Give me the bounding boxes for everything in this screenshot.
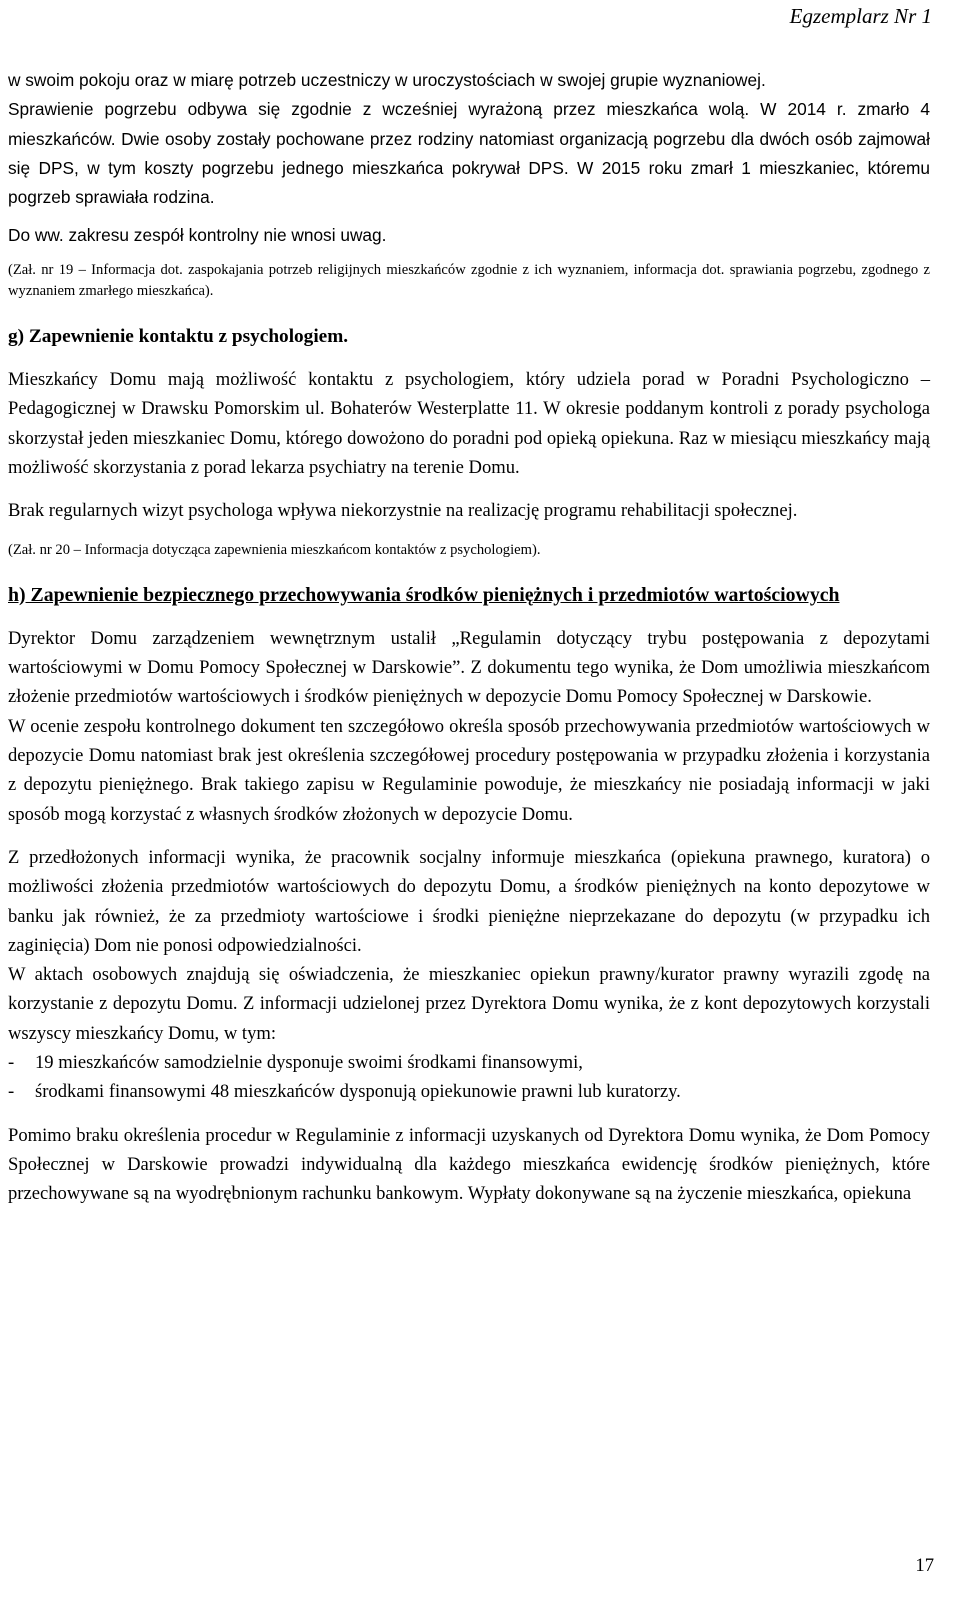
paragraph-religious-groups: w swoim pokoju oraz w miarę potrzeb uczestniczy w uroczystościach w swojej grupie wyznaniowej. xyxy=(8,70,766,90)
paragraph-psychologist-visits: Brak regularnych wizyt psychologa wpływa niekorzystnie na realizację programu rehabilitacji społecznej. xyxy=(8,500,798,522)
annex-note-20: (Zał. nr 20 – Informacja dotycząca zapewnienia mieszkańcom kontaktów z psychologiem). xyxy=(8,541,541,558)
section-heading-g: g) Zapewnienie kontaktu z psychologiem. xyxy=(8,325,349,347)
paragraph-social-worker-info: Z przedłożonych informacji wynika, że pracownik socjalny informuje mieszkańca (opiekuna prawnego, kuratora) o możliwości złożenia przedmiotów wartościowych do depozytu Domu, a środków pieniężnych na konto depozytowe w banku jak również, że za przedmioty wartościowe i środki pieniężne nieprzekazane do depozytu (w przypadku ich zaginięcia) Dom nie ponosi odpowiedzialności. xyxy=(8,846,930,956)
list-item-text: środkami finansowymi 48 mieszkańców dysponują opiekunowie prawni lub kuratorzy. xyxy=(35,1081,681,1103)
paragraph-no-remarks: Do ww. zakresu zespół kontrolny nie wnosi uwag. xyxy=(8,225,387,246)
paragraph-funerals: Sprawienie pogrzebu odbywa się zgodnie z wcześniej wyrażoną przez mieszkańca wolą. W 2014 r. zmarło 4 mieszkańców. Dwie osoby zostały pochowane przez rodziny natomiast organizacją pogrzebu dla dwóch osób zajmował się DPS, w tym koszty pogrzebu jednego mieszkańca pokrywał DPS. W 2015 roku zmarł 1 mieszkaniec, któremu pogrzeb sprawiała rodzina. xyxy=(8,99,930,208)
dash-bullet: - xyxy=(8,1081,15,1103)
page-number: 17 xyxy=(915,1555,934,1576)
list-item xyxy=(8,1048,930,1077)
paragraph-individual-records: Pomimo braku określenia procedur w Regulaminie z informacji uzyskanych od Dyrektora Domu wynika, że Dom Pomocy Społecznej w Darskowie prowadzi indywidualną dla każdego mieszkańca ewidencję środków pieniężnych, które przechowywane są na wyodrębnionym rachunku bankowym. Wypłaty dokonywane są na życzenie mieszkańca, opiekuna xyxy=(8,1124,930,1205)
list-item xyxy=(8,1077,930,1106)
section-heading-h: h) Zapewnienie bezpiecznego przechowywania środków pieniężnych i przedmiotów wartościowych xyxy=(8,583,840,606)
dash-bullet: - xyxy=(8,1052,15,1074)
paragraph-psychologist-contact: Mieszkańcy Domu mają możliwość kontaktu z psychologiem, który udziela porad w Poradni Psychologiczno – Pedagogicznej w Drawsku Pomorskim ul. Bohaterów Westerplatte 11. W okresie poddanym kontroli z porady psychologa skorzystał jeden mieszkaniec Domu, którego dowożono do poradni pod opieką opiekuna. Raz w miesiącu mieszkańcy mają możliwość skorzystania z porad lekarza psychiatry na terenie Domu. xyxy=(8,369,930,478)
annex-note-19: (Zał. nr 19 – Informacja dot. zaspokajania potrzeb religijnych mieszkańców zgodnie z ich wyznaniem, informacja dot. sprawiania pogrzebu, zgodnego z wyznaniem zmarłego mieszkańca). xyxy=(8,261,930,299)
paragraph-deposit-assessment: W ocenie zespołu kontrolnego dokument ten szczegółowo określa sposób przechowywania przedmiotów wartościowych w depozycie Domu natomiast brak jest określenia szczegółowej procedury postępowania w przypadku złożenia i korzystania z depozytu pieniężnego. Brak takiego zapisu w Regulaminie powoduje, że mieszkańcy nie posiadają informacji w jaki sposób mogą korzystać z własnych środków złożonych w depozycie Domu. xyxy=(8,715,930,825)
paragraph-personal-files: W aktach osobowych znajdują się oświadczenia, że mieszkaniec opiekun prawny/kurator prawny wyrazili zgodę na korzystanie z depozytu Domu. Z informacji udzielonej przez Dyrektora Domu wynika, że z kont depozytowych korzystali wszyscy mieszkańcy Domu, w tym: xyxy=(8,964,930,1044)
page-content xyxy=(8,66,930,1209)
header-copy-number: Egzemplarz Nr 1 xyxy=(789,4,932,28)
paragraph-deposit-regulation: Dyrektor Domu zarządzeniem wewnętrznym ustalił „Regulamin dotyczący trybu postępowania z depozytami wartościowymi w Domu Pomocy Społecznej w Darskowie”. Z dokumentu tego wynika, że Dom umożliwia mieszkańcom złożenie przedmiotów wartościowych i środków pieniężnych w depozycie Domu Pomocy Społecznej w Darskowie. xyxy=(8,627,930,708)
list-item-text: 19 mieszkańców samodzielnie dysponuje swoimi środkami finansowymi, xyxy=(35,1052,583,1074)
